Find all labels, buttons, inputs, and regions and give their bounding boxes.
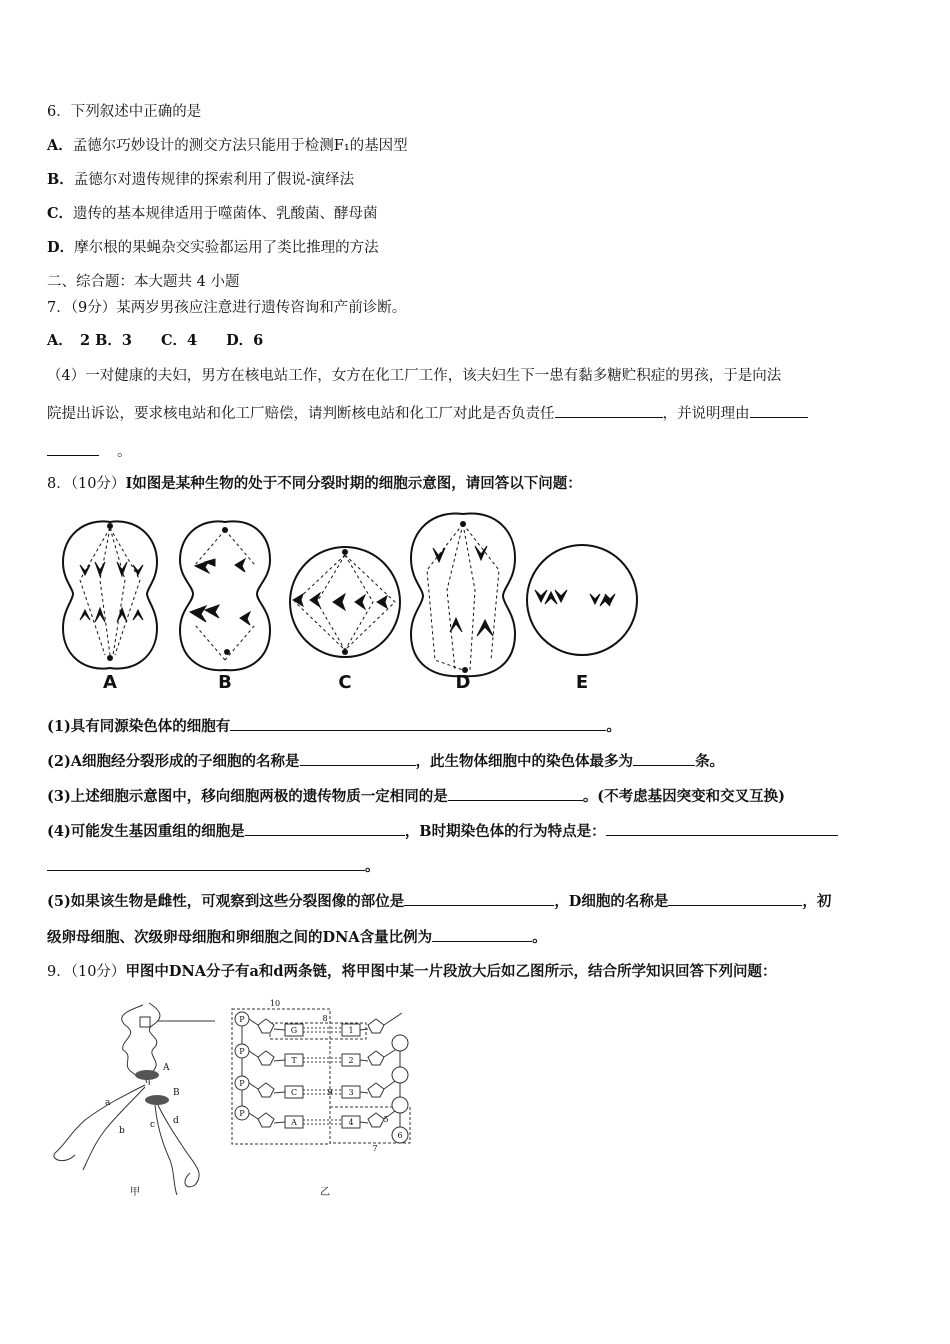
answer-blank[interactable] xyxy=(750,403,808,418)
cell-division-figure xyxy=(55,510,645,695)
cell-label-d: D xyxy=(455,672,471,693)
phosphate-label: P xyxy=(239,1015,245,1024)
cell-b-outline xyxy=(180,521,270,670)
q6-option-b xyxy=(47,170,354,190)
label-A: A xyxy=(163,1063,170,1073)
option-letter: A． xyxy=(47,137,73,154)
q8-text: 。 xyxy=(606,718,621,735)
q7-part4-line1: （4）一对健康的夫妇，男方在核电站工作，女方在化工厂工作，该夫妇生下一患有黏多糖贮积症的男孩，于是向法 xyxy=(47,368,782,384)
q8-sub4-cont xyxy=(47,856,380,877)
q8-stem xyxy=(47,474,582,494)
cell-label-a: A xyxy=(103,672,117,693)
q8-text: I如图是某种生物的处于不同分裂时期的细胞示意图，请回答以下问题： xyxy=(125,475,582,492)
q8-text: 级卵母细胞、次级卵母细胞和卵细胞之间的DNA含量比例为 xyxy=(47,929,433,946)
answer-blank[interactable] xyxy=(448,786,583,801)
q8-text: (1)具有同源染色体的细胞有 xyxy=(47,718,231,735)
number-label: 6 xyxy=(397,1131,403,1140)
caption-jia: 甲 xyxy=(130,1187,140,1198)
option-letter: C． xyxy=(47,205,74,222)
answer-blank[interactable] xyxy=(555,403,663,418)
q8-sub2 xyxy=(47,751,724,772)
phosphate-label: P xyxy=(239,1109,245,1118)
q8-text: (4)可能发生基因重组的细胞是 xyxy=(47,823,245,840)
answer-blank[interactable] xyxy=(606,821,838,836)
q6-option-c xyxy=(47,204,378,224)
label-b: b xyxy=(119,1126,125,1136)
q6-option-a xyxy=(47,136,408,156)
q8-text: ，D细胞的名称是 xyxy=(554,893,669,910)
base-left-label: T xyxy=(291,1056,297,1065)
q8-text: ，初 xyxy=(802,893,832,910)
base-left-label: C xyxy=(290,1088,298,1097)
answer-blank[interactable] xyxy=(668,891,802,906)
option-text: 孟德尔巧妙设计的测交方法只能用于检测F₁的基因型 xyxy=(72,138,408,154)
q8-text: ，B时期染色体的行为特点是： xyxy=(404,823,606,840)
label-d: d xyxy=(173,1116,179,1126)
cell-d-outline xyxy=(411,513,515,676)
option-letter: D． xyxy=(47,239,75,256)
cell-label-e: E xyxy=(575,672,589,693)
base-left-label: G xyxy=(290,1026,298,1035)
q6-option-d xyxy=(47,238,379,258)
q8-text: 。 xyxy=(532,929,547,946)
q8-text: (5)如果该生物是雌性，可观察到这些分裂图像的部位是 xyxy=(47,893,405,910)
q8-sub3 xyxy=(47,786,785,807)
q8-sub4 xyxy=(47,821,838,842)
phosphate-label: P xyxy=(239,1047,245,1056)
number-label: 10 xyxy=(269,999,281,1008)
number-label: 8 xyxy=(322,1014,328,1023)
option-letter: B． xyxy=(47,171,74,188)
number-label: 5 xyxy=(383,1115,389,1124)
q9-number: 9．（10分） xyxy=(47,964,126,980)
q9-stem xyxy=(47,962,777,982)
dna-structure-figure xyxy=(230,995,420,1200)
q7-part4-line2 xyxy=(47,403,808,424)
caption-yi: 乙 xyxy=(320,1187,330,1198)
option-text: 摩尔根的果蝇杂交实验都运用了类比推理的方法 xyxy=(74,240,379,256)
q8-text: (3)上述细胞示意图中，移向细胞两极的遗传物质一定相同的是 xyxy=(47,788,448,805)
cell-a-outline xyxy=(63,521,157,668)
base-right-label: 2 xyxy=(348,1056,354,1065)
section-title: 二、综合题：本大题共 4 小题 xyxy=(47,274,240,290)
number-label: 9 xyxy=(327,1088,333,1097)
q7-text: 。 xyxy=(117,444,132,460)
q8-number: 8．（10分） xyxy=(47,476,126,492)
q6-stem: 6．下列叙述中正确的是 xyxy=(47,104,202,120)
number-label: 7 xyxy=(372,1144,378,1153)
q9-text: 甲图中DNA分子有a和d两条链，将甲图中某一片段放大后如乙图所示，结合所学知识回答下列问题： xyxy=(125,963,777,980)
answer-blank[interactable] xyxy=(230,716,606,731)
q8-sub5-cont xyxy=(47,927,547,948)
q8-text: 条。 xyxy=(695,753,725,770)
answer-blank[interactable] xyxy=(300,751,416,766)
q8-sub5 xyxy=(47,891,831,912)
answer-blank[interactable] xyxy=(633,751,695,766)
q8-text: 。 xyxy=(365,858,380,875)
cell-e-outline xyxy=(527,545,637,655)
option-text: 孟德尔对遗传规律的探索利用了假说-演绎法 xyxy=(73,172,355,188)
q8-sub1 xyxy=(47,716,621,737)
label-c: c xyxy=(150,1120,156,1130)
option-text: 遗传的基本规律适用于噬菌体、乳酸菌、酵母菌 xyxy=(73,206,378,222)
dna-replication-figure xyxy=(45,995,225,1200)
phosphate-label: P xyxy=(239,1079,245,1088)
answer-blank[interactable] xyxy=(404,891,554,906)
q8-text: (2)A细胞经分裂形成的子细胞的名称是 xyxy=(47,753,300,770)
q7-stem: 7．（9分）某两岁男孩应注意进行遗传咨询和产前诊断。 xyxy=(47,300,407,316)
cell-label-c: C xyxy=(338,672,352,693)
answer-blank[interactable] xyxy=(245,821,405,836)
base-right-label: 1 xyxy=(348,1026,354,1035)
q7-text: 院提出诉讼，要求核电站和化工厂赔偿，请判断核电站和化工厂对此是否负责任 xyxy=(47,406,555,422)
label-a: a xyxy=(105,1098,111,1108)
base-left-label: A xyxy=(291,1118,297,1127)
q8-text: 。(不考虑基因突变和交叉互换) xyxy=(582,788,786,805)
q7-text: ，并说明理由 xyxy=(662,406,750,422)
base-right-label: 4 xyxy=(348,1118,354,1127)
q7-part4-line3 xyxy=(47,441,132,462)
cell-label-b: B xyxy=(218,672,232,693)
q8-text: ，此生物体细胞中的染色体最多为 xyxy=(415,753,634,770)
answer-blank[interactable] xyxy=(47,856,365,871)
answer-blank[interactable] xyxy=(47,441,99,456)
q7-choices: A． 2 B．3 C．4 D．6 xyxy=(47,332,264,349)
answer-blank[interactable] xyxy=(432,927,532,942)
label-B: B xyxy=(173,1088,180,1098)
base-right-label: 3 xyxy=(348,1088,354,1097)
